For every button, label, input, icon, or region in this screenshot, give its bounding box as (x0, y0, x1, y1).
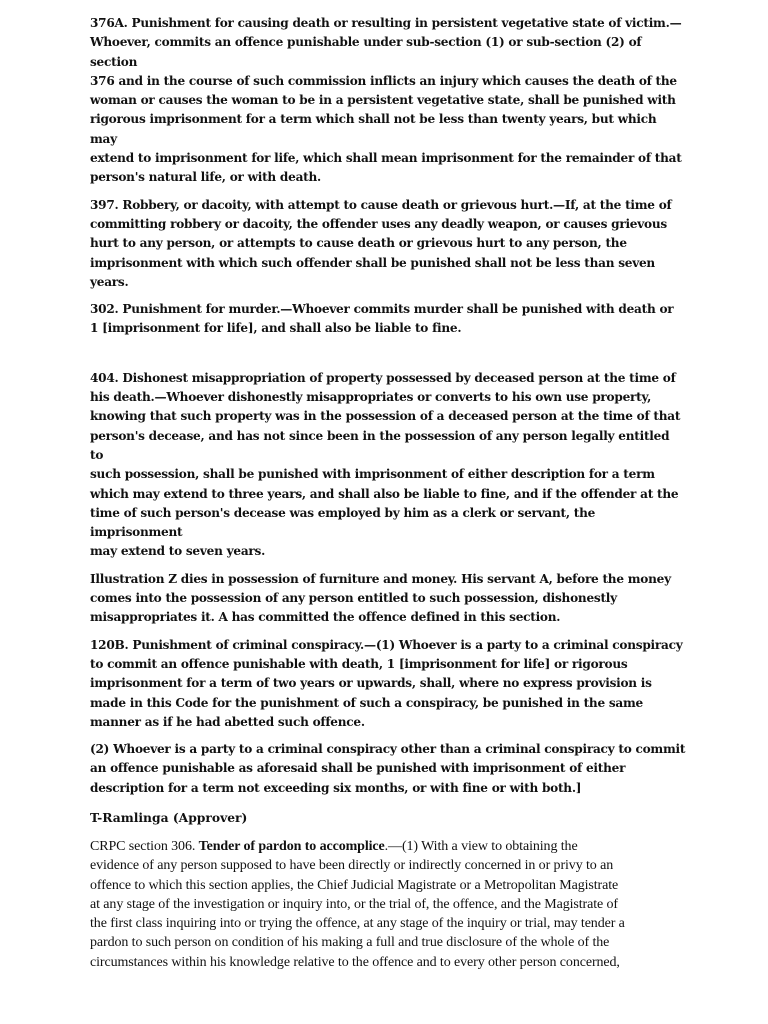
section-120b-paragraph: 120B. Punishment of criminal conspiracy.—(1) Whoever is a party to a criminal conspiracy to commit an offence punishable with death, 1 [imprisonment for life] or rigorous imprisonment for a term of two years or upwards, shall, where no express provision is made in this Code for the punishment of such a conspiracy, be punished in the same manner as if he had abetted such offence. (90, 637, 683, 729)
crpc-prefix: CRPC section 306. (90, 838, 199, 854)
section-376a-paragraph: 376A. Punishment for causing death or resulting in persistent vegetative state of victim.— Whoever, commits an offence punishable under sub-section (1) or sub-section (2) of section 376 and in the course of such commission inflicts an injury which causes the death of the woman or causes the woman to be in a persistent vegetative state, shall be punished with rigorous imprisonment for a term which shall not be less than twenty years, but which may extend to imprisonment for life, which shall mean imprisonment for the remainder of that person's natural life, or with death. (90, 16, 682, 185)
section-404-paragraph: 404. Dishonest misappropriation of property possessed by deceased person at the time of his death.—Whoever dishonestly misappropriates or converts to his own use property, knowing that such property was in the possession of a deceased person at the time of that person's decease, and has not since been in the possession of any person legally entitled to such possession, shall be punished with imprisonment of either description for a term which may extend to three years, and shall also be liable to fine, and if the offender at the time of such person's decease was employed by him as a clerk or servant, the imprisonment may extend to seven years. (90, 370, 681, 559)
section-397-paragraph: 397. Robbery, or dacoity, with attempt to cause death or grievous hurt.—If, at the time of committing robbery or dacoity, the offender uses any deadly weapon, or causes grievous hurt to any person, or attempts to cause death or grievous hurt to any person, the imprisonment with which such offender shall be punished shall not be less than seven years. (90, 197, 672, 289)
section-120b-subsection-2-paragraph: (2) Whoever is a party to a criminal conspiracy other than a criminal conspiracy to commit an offence punishable as aforesaid shall be punished with imprisonment of either description for a term not exceeding six months, or with fine or with both.] (90, 742, 686, 795)
crpc-body: .—(1) With a view to obtaining the evidence of any person supposed to have been directly or indirectly concerned in or privy to an offence to which this section applies, the Chief Judicial Magistrate or a Metropolitan Magistrate at any stage of the investigation or inquiry into, or the trial of, the offence, and the Magistrate of the first class inquiring into or trying the offence, at any stage of the inquiry or trial, may tender a pardon to such person on condition of his making a full and true disclosure of the whole of the circumstances within his knowledge relative to the offence and to every other person concerned, (90, 838, 625, 970)
crpc-306-paragraph (90, 837, 686, 972)
section-302-paragraph: 302. Punishment for murder.—Whoever commits murder shall be punished with death or 1 [imprisonment for life], and shall also be liable to fine. (90, 302, 674, 336)
document-page (90, 14, 686, 972)
approver-heading: T-Ramlinga (Approver) (90, 809, 248, 825)
crpc-bold-title: Tender of pardon to accomplice (198, 838, 385, 854)
illustration-paragraph: Illustration Z dies in possession of furniture and money. His servant A, before the money comes into the possession of any person entitled to such possession, dishonestly misappropriates it. A has committed the offence defined in this section. (90, 571, 671, 625)
